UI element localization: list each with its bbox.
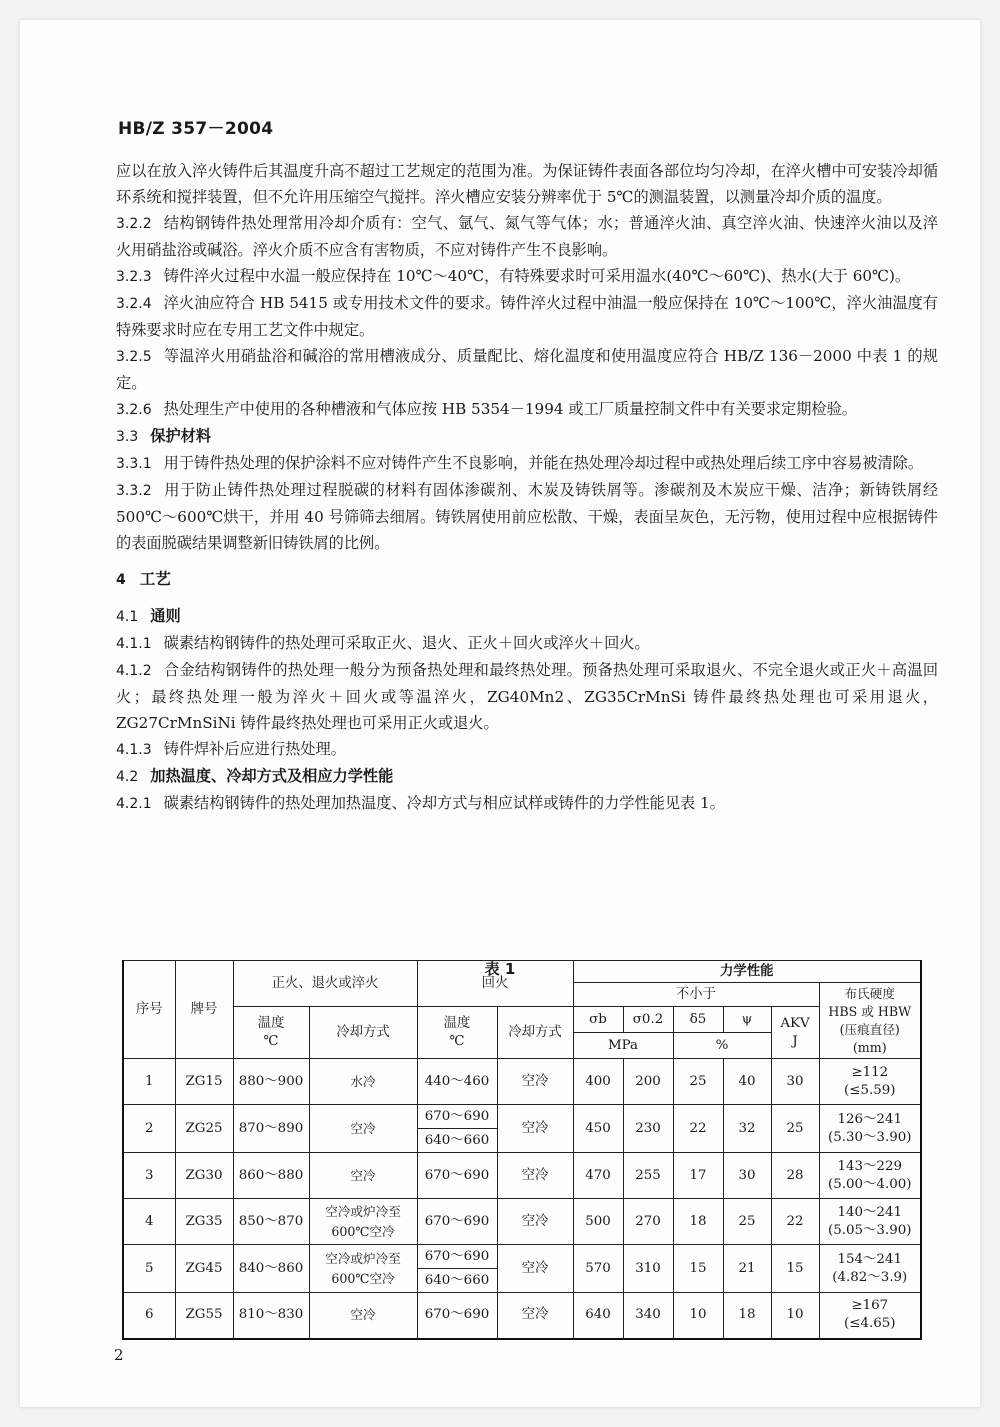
cell-delta5: 18 (673, 1199, 723, 1245)
cell-temper-cooling: 空冷 (497, 1199, 573, 1245)
cell-temper-temp: 670～690 (417, 1245, 497, 1269)
cell-normalize-temp: 880～900 (233, 1059, 309, 1105)
cell-akv: 22 (771, 1199, 819, 1245)
chapter-4 (116, 566, 938, 593)
header-normalize-cooling: 冷却方式 (309, 1007, 417, 1059)
cell-hardness (819, 1199, 921, 1245)
section-4-2 (116, 763, 938, 790)
cell-delta5: 15 (673, 1245, 723, 1293)
cell-seq: 2 (123, 1105, 175, 1153)
hardness-indent-value: (4.82～3.9) (832, 1269, 908, 1285)
clause-text: 铸件淬火过程中水温一般应保持在 10℃～40℃，有特殊要求时可采用温水(40℃～60℃)、热水(大于 60℃)。 (163, 267, 911, 285)
clause-text: 等温淬火用硝盐浴和碱浴的常用槽液成分、质量配比、熔化温度和使用温度应符合 HB/Z 136－2000 中表 1 的规定。 (116, 347, 938, 392)
cell-psi: 21 (723, 1245, 771, 1293)
header-temper-temp (417, 1007, 497, 1059)
clause-3-2-2 (116, 210, 938, 263)
clause-3-2-5 (116, 343, 938, 396)
cell-sigma-02: 230 (623, 1105, 673, 1153)
hardness-indent-value: (5.30～3.90) (828, 1129, 912, 1145)
cell-hardness (819, 1059, 921, 1105)
cell-akv: 30 (771, 1059, 819, 1105)
section-number: 4.1 (116, 609, 139, 625)
clause-text: 碳素结构钢铸件的热处理加热温度、冷却方式与相应试样或铸件的力学性能见表 1。 (163, 794, 725, 812)
header-normalize-group: 正火、退火或淬火 (233, 961, 417, 1007)
hardness-unit: (mm) (852, 1039, 887, 1055)
header-mpa: MPa (573, 1033, 673, 1059)
clause-text: 热处理生产中使用的各种槽液和气体应按 HB 5354－1994 或工厂质量控制文件中有关要求定期检验。 (163, 400, 857, 418)
hardness-indent-value: (5.00～4.00) (828, 1176, 912, 1192)
akv-label: AKV (780, 1015, 810, 1031)
cell-sigma-02: 200 (623, 1059, 673, 1105)
clause-text: 铸件焊补后应进行热处理。 (163, 740, 346, 758)
clause-text: 合金结构钢铸件的热处理一般分为预备热处理和最终热处理。预备热处理可采取退火、不完全退火或正火＋高温回火；最终热处理一般为淬火＋回火或等温淬火，ZG40Mn2、ZG35CrMnSi 铸件最终热处理也可采用退火，ZG27CrMnSiNi 铸件最终热处理也可采用正火或退火。 (116, 661, 938, 732)
cell-temper-cooling: 空冷 (497, 1293, 573, 1339)
table-row (123, 1153, 921, 1199)
clause-3-2-4 (116, 290, 938, 343)
hardness-value: ≥112 (851, 1064, 889, 1080)
clause-number: 3.2.4 (116, 296, 152, 312)
clause-text: 淬火油应符合 HB 5415 或专用技术文件的要求。铸件淬火过程中油温一般应保持在 10℃～100℃，淬火油温度有特殊要求时应在专用工艺文件中规定。 (116, 294, 938, 339)
cell-akv: 15 (771, 1245, 819, 1293)
paragraph-intro: 应以在放入淬火铸件后其温度升高不超过工艺规定的范围为准。为保证铸件表面各部位均匀冷却，在淬火槽中可安装冷却循环系统和搅拌装置，但不允许用压缩空气搅拌。淬火槽应安装分辨率优于 5℃的测温装置，以测量冷却介质的温度。 (116, 162, 938, 206)
table-row (123, 1199, 921, 1245)
cell-normalize-cooling: 空冷 (309, 1105, 417, 1153)
section-title: 加热温度、冷却方式及相应力学性能 (150, 767, 394, 785)
clause-text: 碳素结构钢铸件的热处理可采取正火、退火、正火＋回火或淬火＋回火。 (163, 634, 650, 652)
section-number: 3.3 (116, 429, 139, 445)
clause-text: 用于铸件热处理的保护涂料不应对铸件产生不良影响，并能在热处理冷却过程中或热处理后续工序中容易被清除。 (163, 454, 923, 472)
cell-psi: 30 (723, 1153, 771, 1199)
header-grade: 牌号 (175, 961, 233, 1059)
temp-unit: ℃ (449, 1033, 465, 1049)
cell-grade: ZG35 (175, 1199, 233, 1245)
cell-grade: ZG30 (175, 1153, 233, 1199)
cell-sigma-b: 470 (573, 1153, 623, 1199)
temp-label: 温度 (443, 1015, 471, 1031)
cell-akv: 25 (771, 1105, 819, 1153)
hardness-value: ≥167 (851, 1298, 889, 1314)
chapter-number: 4 (116, 572, 126, 588)
clause-text: 结构钢铸件热处理常用冷却介质有：空气、氩气、氮气等气体；水；普通淬火油、真空淬火油、快速淬火油以及淬火用硝盐浴或碱浴。淬火介质不应含有害物质，不应对铸件产生不良影响。 (116, 214, 938, 259)
cell-delta5: 22 (673, 1105, 723, 1153)
hardness-value: 143～229 (837, 1158, 902, 1174)
header-temper-group: 回火 (417, 961, 573, 1007)
page-number: 2 (114, 1346, 124, 1364)
cell-temper-temp: 640～660 (417, 1129, 497, 1153)
cell-normalize-temp: 810～830 (233, 1293, 309, 1339)
cell-seq: 6 (123, 1293, 175, 1339)
table-row (123, 1105, 921, 1129)
cell-normalize-temp: 870～890 (233, 1105, 309, 1153)
cell-seq: 5 (123, 1245, 175, 1293)
cell-normalize-cooling: 水冷 (309, 1059, 417, 1105)
clause-3-2-6 (116, 396, 938, 423)
section-title: 保护材料 (150, 427, 212, 445)
header-mechanical-group: 力学性能 (573, 961, 921, 983)
header-sigma-02: σ0.2 (623, 1007, 673, 1033)
cell-psi: 40 (723, 1059, 771, 1105)
clause-3-2-3 (116, 263, 938, 290)
hardness-indent-value: (≤4.65) (844, 1316, 896, 1332)
clause-3-3-1 (116, 450, 938, 477)
cell-seq: 4 (123, 1199, 175, 1245)
body-text (116, 158, 938, 817)
header-not-less: 不小于 (573, 983, 819, 1007)
clause-number: 3.2.6 (116, 402, 152, 418)
clause-4-1-2 (116, 657, 938, 736)
clause-number: 3.2.5 (116, 349, 152, 365)
cell-delta5: 17 (673, 1153, 723, 1199)
cell-sigma-02: 310 (623, 1245, 673, 1293)
temp-unit: ℃ (263, 1033, 279, 1049)
hardness-scale: HBS 或 HBW (828, 1003, 912, 1019)
hardness-value: 154～241 (837, 1251, 902, 1267)
cell-temper-temp: 440～460 (417, 1059, 497, 1105)
cell-hardness (819, 1153, 921, 1199)
cell-normalize-cooling: 空冷 (309, 1153, 417, 1199)
cell-hardness (819, 1245, 921, 1293)
section-number: 4.2 (116, 769, 139, 785)
cell-temper-cooling: 空冷 (497, 1105, 573, 1153)
cell-akv: 10 (771, 1293, 819, 1339)
mechanical-properties-table (122, 960, 922, 1340)
cell-seq: 3 (123, 1153, 175, 1199)
header-psi: ψ (723, 1007, 771, 1033)
cell-normalize-temp: 850～870 (233, 1199, 309, 1245)
header-seq: 序号 (123, 961, 175, 1059)
cell-delta5: 25 (673, 1059, 723, 1105)
akv-unit: J (792, 1033, 798, 1049)
cell-sigma-b: 450 (573, 1105, 623, 1153)
clause-4-1-1 (116, 630, 938, 657)
cell-temper-cooling: 空冷 (497, 1153, 573, 1199)
hardness-indent: (压痕直径) (839, 1021, 900, 1037)
cell-psi: 32 (723, 1105, 771, 1153)
cell-temper-cooling: 空冷 (497, 1245, 573, 1293)
temp-label: 温度 (257, 1015, 285, 1031)
document-page (20, 20, 980, 1407)
table-body (123, 1059, 921, 1339)
clause-number: 3.2.3 (116, 269, 152, 285)
cell-temper-temp: 640～660 (417, 1269, 497, 1293)
cell-sigma-b: 500 (573, 1199, 623, 1245)
hardness-label: 布氏硬度 (844, 985, 895, 1001)
cell-grade: ZG15 (175, 1059, 233, 1105)
table-header (123, 961, 921, 1059)
clause-number: 4.1.2 (116, 663, 152, 679)
clause-number: 3.2.2 (116, 216, 152, 232)
cell-hardness (819, 1293, 921, 1339)
cell-psi: 18 (723, 1293, 771, 1339)
cell-sigma-02: 255 (623, 1153, 673, 1199)
clause-number: 3.3.1 (116, 456, 152, 472)
cell-temper-temp: 670～690 (417, 1199, 497, 1245)
table-row (123, 1059, 921, 1105)
section-3-3 (116, 423, 938, 450)
cell-delta5: 10 (673, 1293, 723, 1339)
cell-grade: ZG25 (175, 1105, 233, 1153)
header-sigma-b: σb (573, 1007, 623, 1033)
hardness-indent-value: (5.05～3.90) (828, 1222, 912, 1238)
header-temper-cooling: 冷却方式 (497, 1007, 573, 1059)
hardness-value: 140～241 (837, 1204, 902, 1220)
cell-sigma-02: 270 (623, 1199, 673, 1245)
hardness-indent-value: (≤5.59) (844, 1082, 896, 1098)
cell-temper-cooling: 空冷 (497, 1059, 573, 1105)
header-hardness (819, 983, 921, 1059)
clause-number: 4.1.3 (116, 742, 152, 758)
header-delta5: δ5 (673, 1007, 723, 1033)
section-4-1 (116, 603, 938, 630)
chapter-title: 工艺 (139, 570, 171, 588)
table-row (123, 1293, 921, 1339)
cell-grade: ZG55 (175, 1293, 233, 1339)
header-normalize-temp (233, 1007, 309, 1059)
cell-sigma-b: 640 (573, 1293, 623, 1339)
clause-number: 3.3.2 (116, 483, 152, 499)
cell-psi: 25 (723, 1199, 771, 1245)
header-percent: % (673, 1033, 771, 1059)
cell-normalize-cooling: 空冷或炉冷至600℃空冷 (309, 1245, 417, 1293)
clause-number: 4.1.1 (116, 636, 152, 652)
hardness-value: 126～241 (837, 1111, 902, 1127)
cell-temper-temp: 670～690 (417, 1153, 497, 1199)
clause-4-1-3 (116, 736, 938, 763)
cell-grade: ZG45 (175, 1245, 233, 1293)
table-row (123, 1245, 921, 1269)
cell-normalize-cooling: 空冷或炉冷至600℃空冷 (309, 1199, 417, 1245)
clause-3-3-2 (116, 477, 938, 556)
cell-seq: 1 (123, 1059, 175, 1105)
cell-normalize-temp: 860～880 (233, 1153, 309, 1199)
standard-code: HB/Z 357－2004 (118, 119, 274, 139)
cell-hardness (819, 1105, 921, 1153)
table-caption: 表 1 (484, 960, 516, 978)
cell-temper-temp: 670～690 (417, 1105, 497, 1129)
cell-normalize-cooling: 空冷 (309, 1293, 417, 1339)
cell-akv: 28 (771, 1153, 819, 1199)
cell-temper-temp: 670～690 (417, 1293, 497, 1339)
clause-number: 4.2.1 (116, 796, 152, 812)
cell-sigma-b: 570 (573, 1245, 623, 1293)
clause-text: 用于防止铸件热处理过程脱碳的材料有固体渗碳剂、木炭及铸铁屑等。渗碳剂及木炭应干燥、洁净；新铸铁屑经 500℃～600℃烘干，并用 40 号筛筛去细屑。铸铁屑使用前应松散、干燥，表面呈灰色，无污物，使用过程中应根据铸件的表面脱碳结果调整新旧铸铁屑的比例。 (116, 481, 938, 552)
section-title: 通则 (150, 607, 181, 625)
clause-4-2-1 (116, 790, 938, 817)
header-akv (771, 1007, 819, 1059)
cell-normalize-temp: 840～860 (233, 1245, 309, 1293)
cell-sigma-02: 340 (623, 1293, 673, 1339)
cell-sigma-b: 400 (573, 1059, 623, 1105)
